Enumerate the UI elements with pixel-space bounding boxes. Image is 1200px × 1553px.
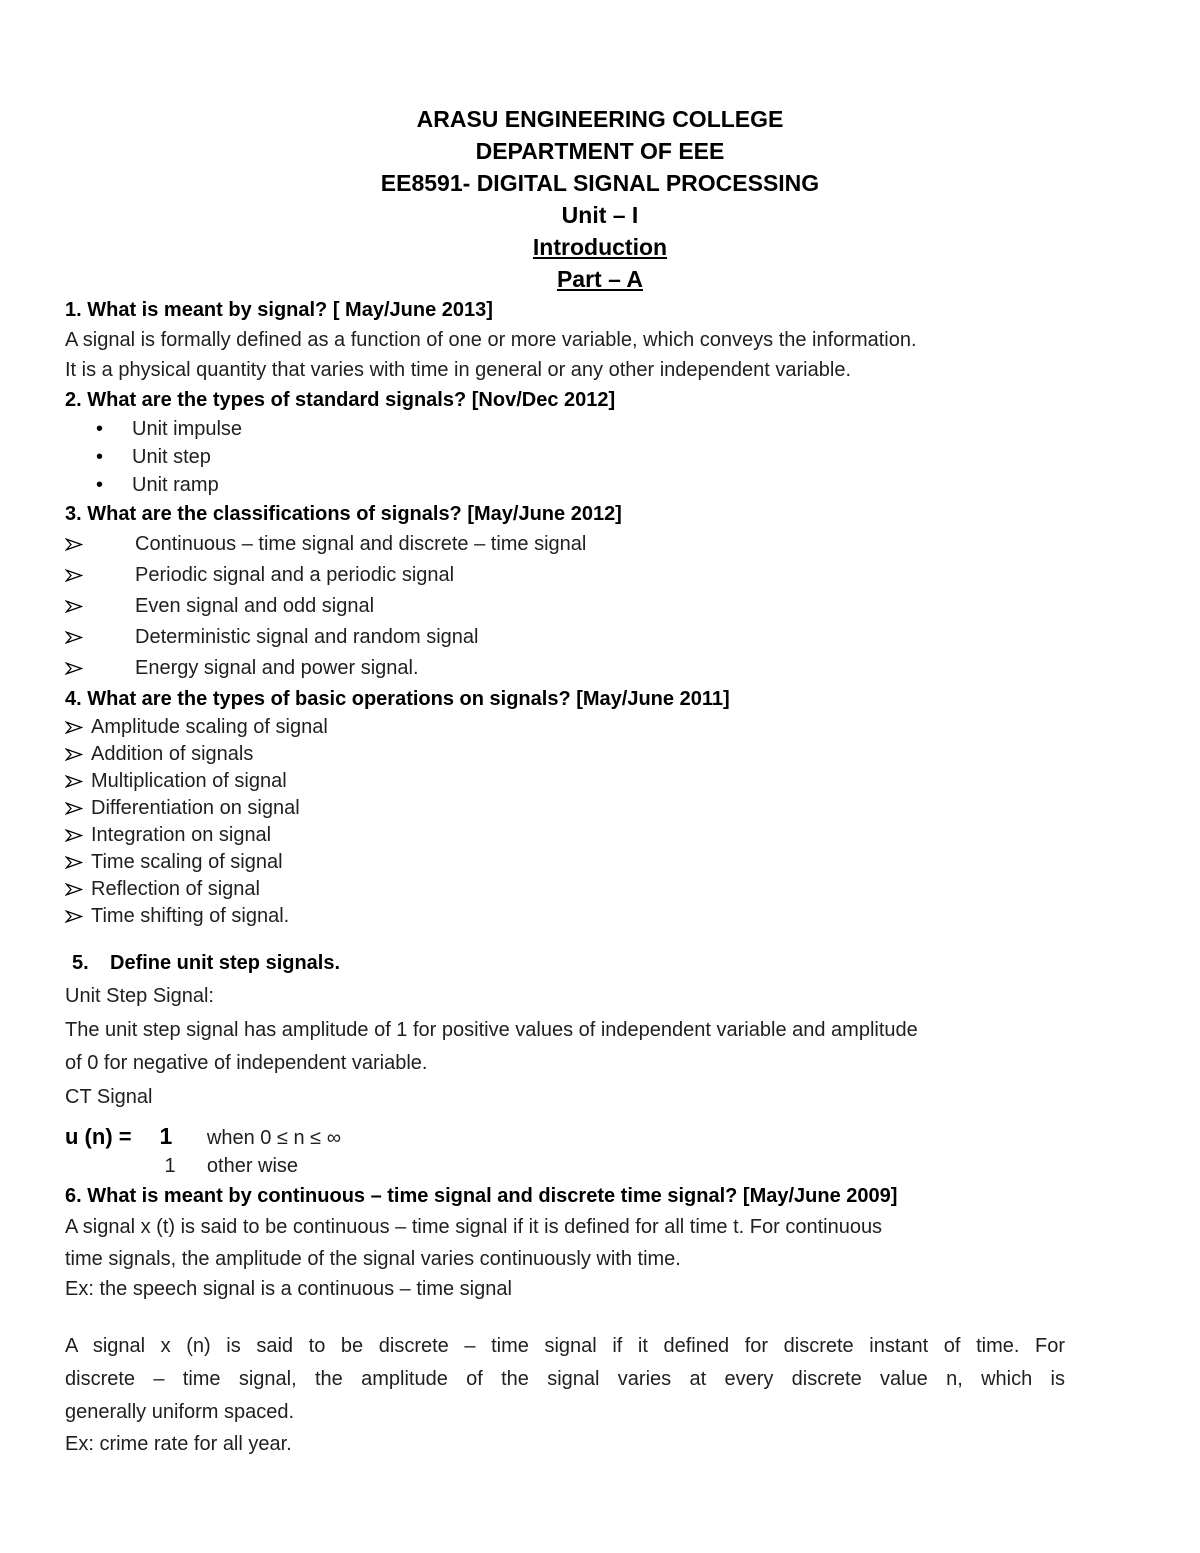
list-item — [65, 849, 1065, 876]
equation-condition: when 0 ≤ n ≤ ∞ — [206, 1127, 341, 1149]
list-item-label: Even signal and odd signal — [135, 595, 375, 617]
arrow-bullet-icon — [65, 747, 83, 762]
list-item — [65, 529, 1065, 560]
equation-condition: other wise — [206, 1155, 299, 1177]
arrow-bullet-icon — [65, 855, 83, 870]
example-line: Ex: crime rate for all year. — [65, 1433, 292, 1455]
answer-line: generally uniform spaced. — [65, 1401, 295, 1423]
arrow-bullet-icon — [65, 774, 83, 789]
document-header — [0, 103, 1200, 295]
question-6-heading: 6. What is meant by continuous – time signal and discrete time signal? [May/June 2009] — [65, 1185, 898, 1207]
arrow-bullet-icon — [65, 801, 83, 816]
question-1 — [65, 295, 1065, 385]
list-item-label: Time shifting of signal. — [91, 905, 290, 927]
list-item-label: Unit impulse — [132, 418, 243, 440]
list-item — [65, 795, 1065, 822]
arrow-bullet-icon — [65, 909, 83, 924]
list-item — [65, 714, 1065, 741]
unit-step-label: Unit Step Signal: — [65, 985, 214, 1007]
list-item-label: Continuous – time signal and discrete – time signal — [135, 533, 587, 555]
list-item-label: Integration on signal — [91, 824, 272, 846]
list-item-label: Reflection of signal — [91, 878, 260, 900]
list-item-label: Energy signal and power signal. — [135, 657, 419, 679]
question-4-heading: 4. What are the types of basic operations on signals? [May/June 2011] — [65, 688, 730, 710]
section-title: Introduction — [532, 234, 668, 260]
equation-value: 1 — [164, 1155, 176, 1177]
part-title: Part – A — [556, 266, 644, 292]
arrow-bullet-icon — [65, 599, 83, 614]
list-item — [65, 653, 1065, 684]
list-item-label: Periodic signal and a periodic signal — [135, 564, 455, 586]
arrow-bullet-icon — [65, 828, 83, 843]
list-item — [65, 903, 1065, 930]
department-name: DEPARTMENT OF EEE — [475, 138, 725, 164]
discrete-signal-paragraph — [65, 1330, 1065, 1429]
arrow-bullet-icon — [65, 661, 83, 676]
question-2-heading: 2. What are the types of standard signals? [Nov/Dec 2012] — [65, 389, 616, 411]
equation-row — [65, 1123, 1065, 1153]
list-item-label: Deterministic signal and random signal — [135, 626, 479, 648]
list-item-label: Amplitude scaling of signal — [91, 716, 328, 738]
question-1-answer-line: It is a physical quantity that varies with time in general or any other independent variable. — [65, 359, 851, 381]
answer-line: time signals, the amplitude of the signal varies continuously with time. — [65, 1248, 681, 1270]
question-4 — [65, 684, 1065, 930]
unit-title: Unit – I — [561, 202, 639, 228]
list-item — [65, 591, 1065, 622]
question-5-heading — [65, 948, 1065, 978]
answer-line: discrete – time signal, the amplitude of the signal varies at every discrete value n, which is — [65, 1368, 1065, 1390]
arrow-bullet-icon — [65, 720, 83, 735]
list-item — [65, 741, 1065, 768]
list-item — [65, 622, 1065, 653]
arrow-bullet-icon — [65, 568, 83, 583]
arrow-bullet-icon — [65, 882, 83, 897]
question-3 — [65, 499, 1065, 684]
example-line: Ex: the speech signal is a continuous – time signal — [65, 1278, 512, 1300]
list-item-label: Unit step — [132, 446, 211, 468]
unit-step-equation — [65, 1123, 1065, 1181]
question-1-answer-line: A signal is formally defined as a function of one or more variable, which conveys the information. — [65, 329, 917, 351]
answer-line: A signal x (t) is said to be continuous – time signal if it is defined for all time t. For continuous — [65, 1216, 883, 1238]
definition-line: The unit step signal has amplitude of 1 for positive values of independent variable and amplitude — [65, 1019, 918, 1041]
list-item-label: Unit ramp — [132, 474, 219, 496]
list-item — [65, 415, 1065, 443]
list-item — [65, 443, 1065, 471]
college-name: ARASU ENGINEERING COLLEGE — [416, 106, 784, 132]
list-item-label: Addition of signals — [91, 743, 254, 765]
list-item — [65, 768, 1065, 795]
question-1-heading: 1. What is meant by signal? [ May/June 2013] — [65, 299, 493, 321]
question-5-number: 5. — [72, 952, 89, 974]
question-6 — [65, 1181, 1065, 1459]
question-5 — [65, 948, 1065, 1181]
dot-bullet-icon: • — [96, 474, 104, 496]
arrow-bullet-icon — [65, 537, 83, 552]
definition-line: of 0 for negative of independent variable. — [65, 1052, 428, 1074]
list-item — [65, 471, 1065, 499]
list-item — [65, 822, 1065, 849]
arrow-bullet-icon — [65, 630, 83, 645]
ct-signal-label: CT Signal — [65, 1086, 153, 1108]
dot-bullet-icon: • — [96, 446, 104, 468]
answer-line: A signal x (n) is said to be discrete – time signal if it defined for discrete instant of time. For — [65, 1335, 1065, 1357]
equation-lhs: u (n) = — [65, 1124, 132, 1149]
list-item-label: Time scaling of signal — [91, 851, 283, 873]
dot-bullet-icon: • — [96, 418, 104, 440]
list-item-label: Differentiation on signal — [91, 797, 300, 819]
question-2 — [65, 385, 1065, 499]
equation-value: 1 — [159, 1123, 173, 1149]
equation-row — [65, 1153, 1065, 1181]
question-3-heading: 3. What are the classifications of signals? [May/June 2012] — [65, 503, 622, 525]
course-title: EE8591- DIGITAL SIGNAL PROCESSING — [380, 170, 820, 196]
question-5-title: Define unit step signals. — [110, 952, 341, 974]
list-item — [65, 560, 1065, 591]
list-item — [65, 876, 1065, 903]
list-item-label: Multiplication of signal — [91, 770, 287, 792]
